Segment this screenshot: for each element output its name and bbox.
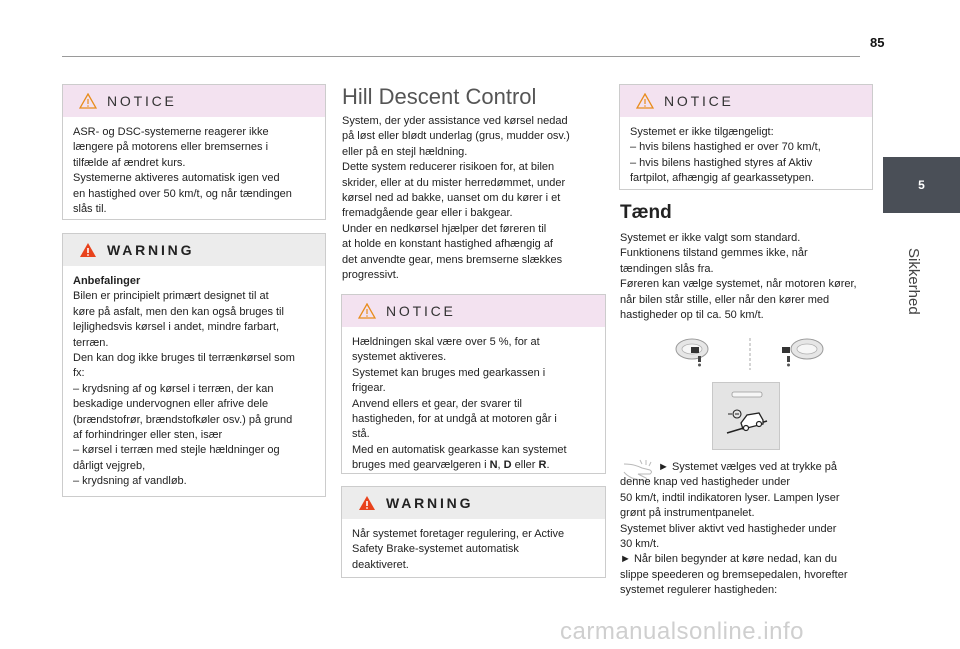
warning-box-offroad bbox=[62, 233, 326, 497]
gear-r: R bbox=[538, 459, 547, 472]
steering-wheel-right-icon bbox=[782, 339, 823, 367]
gear-n: N bbox=[489, 459, 498, 472]
warning-header bbox=[342, 487, 605, 519]
taend-instructions: ► Systemet vælges ved at trykke på denne knap ved hastigheder under 50 km/t, indtil indikatoren lyser. Lampen lyser grønt på instrumentpanelet. Systemet bliver aktivt ved hastigheder under 30 km/t. ► Når bilen begynder at køre nedad, kan du slippe speederen og bremsepedalen, hvorefter systemet regulerer hastigheden: bbox=[620, 461, 848, 597]
section-title-hill-descent: Hill Descent Control bbox=[342, 84, 537, 109]
notice-body: ASR- og DSC-systemerne reagerer ikke længere på motorens eller bremsernes i tilfælde af ændret kurs. Systemerne aktiveres automatisk igen ved en hastighed over 50 km/t, og når tændingen slås til. bbox=[73, 126, 292, 216]
notice-box-slope bbox=[341, 294, 606, 474]
page-number: 85 bbox=[870, 35, 885, 50]
notice-body: Systemet er ikke tilgængeligt: – hvis bilens hastighed er over 70 km/t, – hvis bilens hastighed styres af Aktiv fartpilot, afhængig af gearkassetypen. bbox=[630, 126, 821, 185]
warning-box-asb bbox=[341, 486, 606, 578]
hill-descent-icon bbox=[713, 383, 781, 451]
chapter-label: Sikkerhed bbox=[905, 248, 922, 315]
chapter-tab[interactable] bbox=[883, 157, 960, 213]
warning-header bbox=[63, 234, 325, 266]
notice-heading: NOTICE bbox=[664, 93, 734, 109]
warning-body: Bilen er principielt primært designet til at køre på asfalt, men den kan også bruges til lejlighedsvis kørsel i andet, mindre farbart, terræn. Den kan dog ikke bruges til terrænkørsel som fx: – krydsning af og kørsel i terræn, der kan beskadige undervognen eller afrive dele (brændstofrør, brændstofkøler osv.) på grund af forhindringer eller sten, især – kørsel i terræn med stejle hældninger og dårligt vejgreb, – krydsning af vandløb. bbox=[73, 290, 295, 488]
warning-heading: WARNING bbox=[107, 242, 195, 258]
warning-triangle-icon bbox=[358, 495, 376, 511]
notice-header bbox=[620, 85, 872, 117]
notice-heading: NOTICE bbox=[107, 93, 177, 109]
separator: , bbox=[497, 459, 504, 472]
notice-body bbox=[352, 335, 595, 474]
notice-box-unavailable bbox=[619, 84, 873, 190]
hill-descent-button[interactable] bbox=[712, 382, 780, 450]
steering-wheel-illustration bbox=[672, 336, 828, 372]
warning-subheading: Anbefalinger bbox=[73, 275, 141, 287]
warning-triangle-icon bbox=[79, 93, 97, 109]
warning-triangle-icon bbox=[358, 303, 376, 319]
section-title-taend: Tænd bbox=[620, 202, 672, 223]
taend-body: Systemet er ikke valgt som standard. Funktionens tilstand gemmes ikke, når tændingen slås fra. Føreren kan vælge systemet, når motoren kører, når bilen står stille, eller når den kører med hastigheder op til ca. 50 km/t. bbox=[620, 232, 857, 322]
warning-triangle-icon bbox=[79, 242, 97, 258]
chapter-number: 5 bbox=[918, 178, 925, 192]
period: . bbox=[546, 459, 550, 472]
notice-header bbox=[342, 295, 605, 327]
gear-d: D bbox=[503, 459, 512, 472]
warning-triangle-icon bbox=[636, 93, 654, 109]
warning-body: Når systemet foretager regulering, er Active Safety Brake-systemet automatisk deaktiveret. bbox=[352, 528, 565, 571]
notice-body-text: Hældningen skal være over 5 %, for at systemet aktiveres. Systemet kan bruges med gearkassen i frigear. Anvend ellers et gear, der svarer til hastigheden, for at undgå at motoren går i stå. Med en automatisk gearkasse kan systemet bruges med gearvælgeren i bbox=[352, 336, 567, 472]
watermark: carmanualsonline.info bbox=[560, 618, 804, 645]
steering-wheel-left-icon bbox=[676, 339, 708, 367]
separator: eller bbox=[511, 459, 539, 472]
notice-heading: NOTICE bbox=[386, 303, 456, 319]
top-rule bbox=[62, 56, 860, 57]
warning-heading: WARNING bbox=[386, 495, 474, 511]
notice-box-asr bbox=[62, 84, 326, 220]
hill-descent-body: System, der yder assistance ved kørsel nedad på løst eller blødt underlag (grus, mudder osv.) eller på en stejl hældning. Dette system reducerer risikoen for, at bilen skrider, eller at du mister herredømmet, under kørsel ned ad bakke, uanset om du kører i et fremadgående gear eller i bakgear. Under en nedkørsel hjælper det føreren til at holde en konstant hastighed afhængig af det anvendte gear, mens bremserne slækkes progressivt. bbox=[342, 115, 570, 282]
notice-header bbox=[63, 85, 325, 117]
